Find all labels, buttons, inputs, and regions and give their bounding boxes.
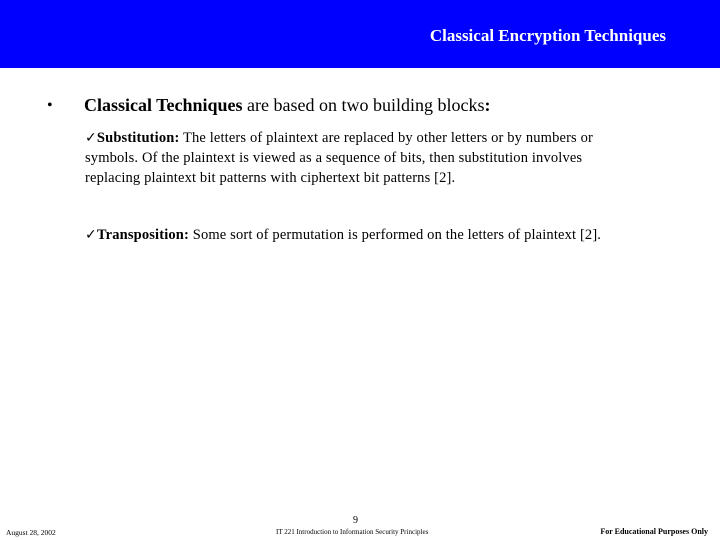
title-banner (0, 0, 720, 68)
transposition-term: Transposition: (96, 227, 189, 243)
subpoint-substitution (85, 128, 630, 188)
substitution-text: The letters of plaintext are replaced by other letters or by numbers or symbols. Of the plaintext is viewed as a sequence of bits, then substitution involves replacing plaintext bit patterns with ciphertext bit patterns [2]. (85, 130, 594, 186)
slide-title: Classical Encryption Techniques (429, 26, 666, 45)
transposition-text: Some sort of permutation is performed on the letters of plaintext [2]. (188, 227, 602, 243)
page-number: 9 (353, 515, 358, 526)
main-bullet-body: are based on two building blocks (242, 95, 485, 115)
main-bullet-term: Classical Techniques (84, 95, 243, 115)
footer-course: IT 221 Introduction to Information Security Principles (276, 528, 429, 536)
substitution-term: Substitution: (96, 130, 180, 146)
bullet-marker: • (47, 97, 53, 114)
checkmark-icon: ✓ (85, 227, 97, 243)
checkmark-icon: ✓ (85, 130, 97, 146)
footer-date: August 28, 2002 (6, 528, 56, 537)
subpoint-transposition (85, 225, 630, 245)
main-bullet-text (84, 94, 491, 116)
main-bullet-colon: : (484, 95, 491, 115)
footer-notice: For Educational Purposes Only (600, 527, 708, 536)
